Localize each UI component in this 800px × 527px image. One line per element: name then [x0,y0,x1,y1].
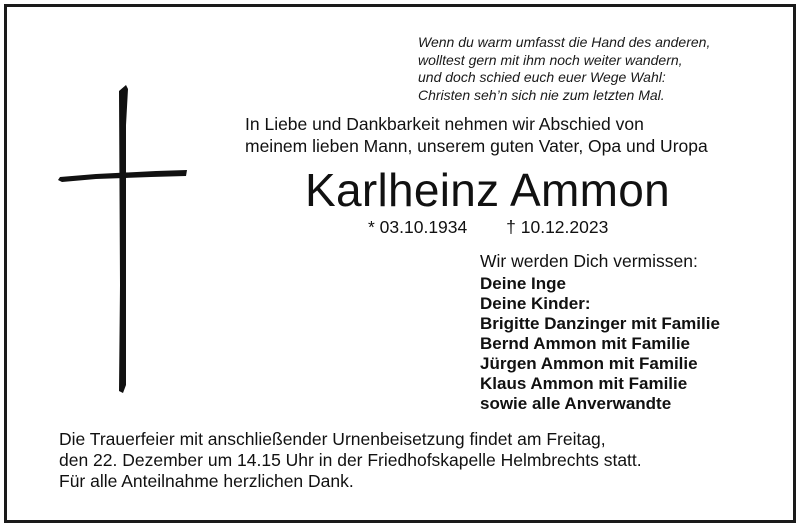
poem-line-1: Wenn du warm umfasst die Hand des anderen, [418,34,711,50]
mourner-name: Bernd Ammon mit Familie [480,334,691,353]
funeral-info-line-2: den 22. Dezember um 14.15 Uhr in der Friedhofskapelle Helmbrechts statt. [59,450,642,470]
funeral-info-line-3: Für alle Anteilnahme herzlichen Dank. [59,471,354,491]
mourner-name: Klaus Ammon mit Familie [480,374,688,393]
cross-icon [56,85,192,400]
poem-line-3: und doch schied euch euer Wege Wahl: [418,69,666,85]
poem-line-2: wolltest gern mit ihm noch weiter wandern, [418,51,683,68]
funeral-info-line-1: Die Trauerfeier mit anschließender Urnenbeisetzung findet am Freitag, [59,429,606,449]
death-date: † 10.12.2023 [506,217,609,237]
birth-date: * 03.10.1934 [368,217,468,237]
life-dates [368,216,608,238]
funeral-info [59,429,642,492]
deceased-name: Karlheinz Ammon [305,164,670,216]
mourners-heading: Wir werden Dich vermissen: [480,251,698,271]
mourner-name: Deine Inge [480,274,566,293]
intro-text [245,113,708,157]
mourner-name: sowie alle Anverwandte [480,394,672,413]
poem-line-4: Christen seh’n sich nie zum letzten Mal. [418,86,665,103]
mourner-name: Jürgen Ammon mit Familie [480,354,698,373]
mourners-list [480,274,720,414]
intro-line-2: meinem lieben Mann, unserem guten Vater, Opa und Uropa [245,136,708,156]
mourner-name: Deine Kinder: [480,294,591,313]
poem [418,34,710,104]
intro-line-1: In Liebe und Dankbarkeit nehmen wir Abschied von [245,114,644,134]
mourner-name: Brigitte Danzinger mit Familie [480,314,720,333]
